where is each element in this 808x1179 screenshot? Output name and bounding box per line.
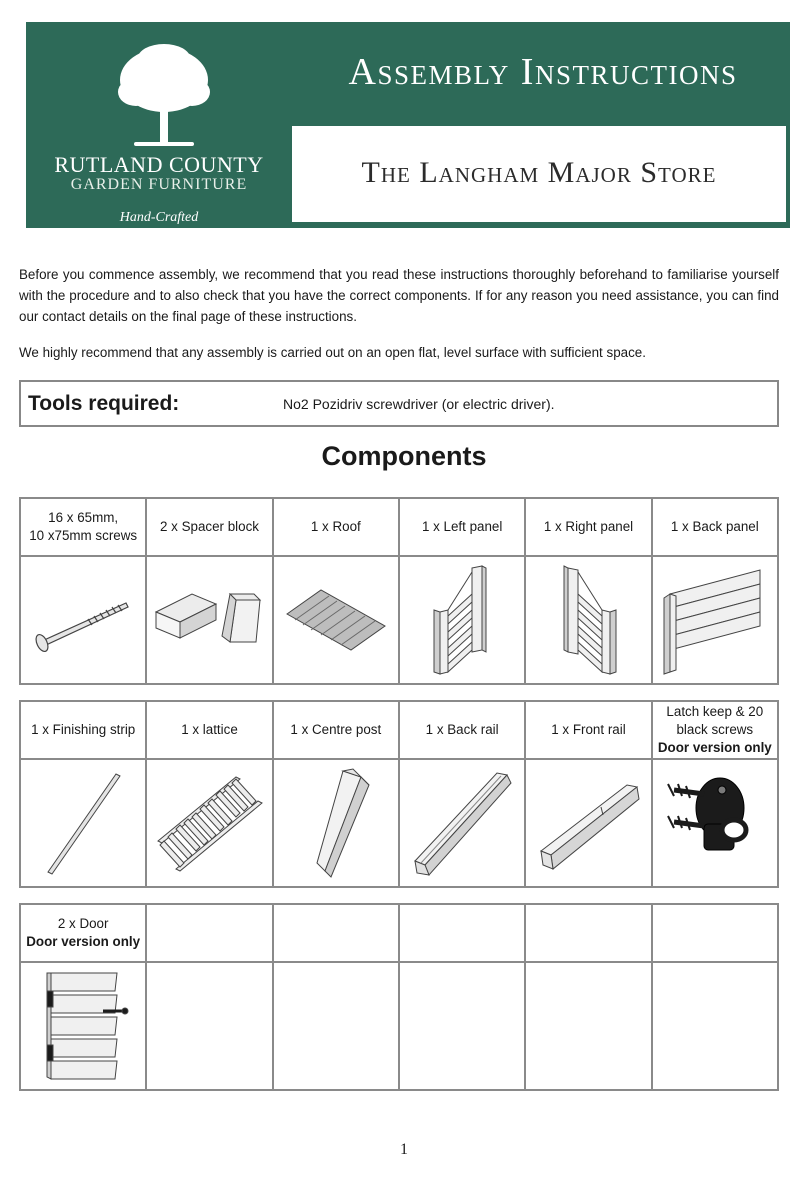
- component-label: 2 x Door Door version only: [20, 904, 146, 962]
- component-label: 1 x lattice: [146, 701, 272, 759]
- component-label: 1 x Back rail: [399, 701, 525, 759]
- roof-icon: [281, 580, 391, 660]
- door-version-note: Door version only: [657, 740, 772, 755]
- back-panel-icon: [660, 564, 770, 676]
- tools-required-box: [19, 380, 779, 427]
- tree-logo-icon: [114, 42, 214, 152]
- component-label: 1 x Finishing strip: [20, 701, 146, 759]
- door-version-note: Door version only: [26, 934, 141, 949]
- component-label: 1 x Centre post: [273, 701, 399, 759]
- finishing-strip-icon: [38, 768, 128, 878]
- components-table-row1: [19, 497, 779, 685]
- component-label: 1 x Left panel: [399, 498, 525, 556]
- component-label: 2 x Spacer block: [146, 498, 272, 556]
- component-label: 1 x Back panel: [652, 498, 778, 556]
- empty-cell: [273, 962, 399, 1090]
- header-banner: [26, 22, 790, 228]
- company-tagline: Hand-Crafted: [119, 210, 199, 225]
- right-panel-icon: [538, 564, 638, 676]
- intro-paragraph: Before you commence assembly, we recommend that you read these instructions thoroughly beforehand to familiarise yourself with the procedure and to also check that you have the correct components. If for any reason you need assistance, you can find our contact details on the final page of these instructions.: [19, 267, 779, 324]
- components-table-row2: [19, 700, 779, 888]
- screw-icon: [28, 585, 138, 655]
- subtitle-box: [292, 126, 786, 222]
- empty-cell: [273, 904, 399, 962]
- latch-keep-icon: [660, 768, 770, 878]
- back-rail-icon: [407, 767, 517, 879]
- empty-cell: [146, 962, 272, 1090]
- company-name-line2: GARDEN FURNITURE: [70, 176, 248, 193]
- empty-cell: [525, 962, 651, 1090]
- empty-cell: [525, 904, 651, 962]
- component-label: Latch keep & 20 black screws Door version only: [652, 701, 778, 759]
- component-label: 1 x Roof: [273, 498, 399, 556]
- tools-label: Tools required:: [28, 392, 180, 415]
- page-number: 1: [400, 1141, 408, 1158]
- tools-value: No2 Pozidriv screwdriver (or electric driver).: [283, 396, 555, 412]
- product-name: The Langham Major Store: [361, 156, 717, 189]
- document-title: Assembly Instructions: [348, 51, 738, 93]
- lattice-icon: [152, 771, 267, 875]
- empty-cell: [652, 904, 778, 962]
- component-label: 16 x 65mm, 10 x75mm screws: [20, 498, 146, 556]
- components-table-row3: [19, 903, 779, 1091]
- spacer-block-icon: [152, 580, 267, 660]
- empty-cell: [399, 962, 525, 1090]
- empty-cell: [652, 962, 778, 1090]
- component-label: 1 x Right panel: [525, 498, 651, 556]
- empty-cell: [399, 904, 525, 962]
- centre-post-icon: [291, 767, 381, 879]
- door-icon: [33, 967, 133, 1085]
- component-label: 1 x Front rail: [525, 701, 651, 759]
- empty-cell: [146, 904, 272, 962]
- front-rail-icon: [531, 769, 646, 877]
- company-name-line1: RUTLAND COUNTY: [54, 152, 264, 177]
- components-heading: Components: [321, 441, 487, 471]
- surface-recommendation: We highly recommend that any assembly is carried out on an open flat, level surface with sufficient space.: [19, 345, 646, 360]
- left-panel-icon: [412, 564, 512, 676]
